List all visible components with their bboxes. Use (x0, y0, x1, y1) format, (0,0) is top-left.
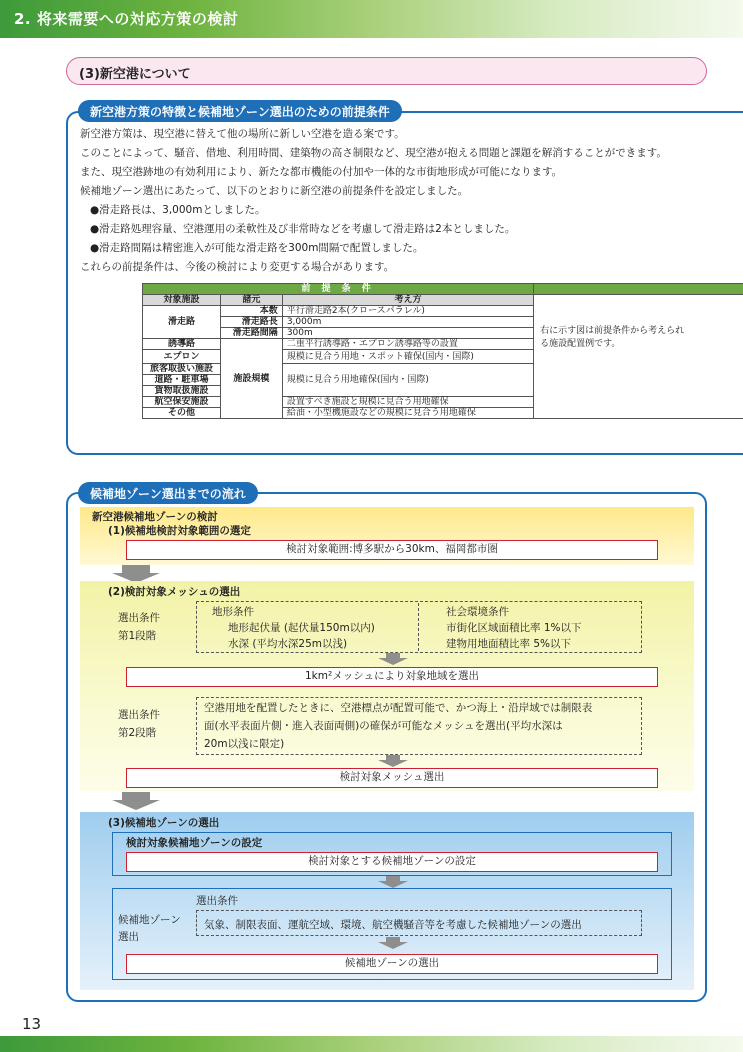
premise-bullet-2: ●滑走路処理容量、空港運用の柔軟性及び非常時などを考慮して滑走路は2本としました。 (90, 223, 516, 235)
selection-label-1: 候補地ゾーン (118, 914, 181, 926)
stage2-title: (2)検討対象メッシュの選出 (108, 586, 241, 598)
table-note-line-2: る施設配置例です。 (540, 339, 621, 349)
facility-other: その他 (143, 408, 221, 419)
spec-count: 本数 (220, 306, 282, 317)
detail-length: 3,000m (282, 317, 533, 328)
page-number: 13 (22, 1015, 42, 1033)
facility-passenger: 旅客取扱い施設 (143, 364, 221, 375)
table-title: 前 提 条 件 (143, 284, 534, 295)
criteria-text: 気象、制限表面、運航空域、環境、航空機騒音等を考慮した候補地ゾーンの選出 (204, 919, 582, 931)
facility-taxiway: 誘導路 (143, 339, 221, 350)
social-title: 社会環境条件 (446, 606, 509, 618)
table-header-approach: 考え方 (282, 295, 533, 306)
cond1-label-1: 選出条件 (118, 612, 160, 624)
stage1-box: 検討対象範囲:博多駅から30km、福岡都市圏 (126, 540, 658, 560)
facility-apron: エプロン (143, 350, 221, 364)
chapter-title: 2. 将来需要への対応方策の検討 (14, 10, 239, 28)
cond2-line-1: 空港用地を配置したときに、空港標点が配置可能で、かつ海上・沿岸域では制限表 (204, 702, 593, 714)
spec-length: 滑走路長 (220, 317, 282, 328)
premise-table (142, 283, 743, 419)
setting-title: 検討対象候補地ゾーンの設定 (126, 837, 263, 849)
premise-bullet-3: ●滑走路間隔は精密進入が可能な滑走路を300m間隔で配置しました。 (90, 242, 424, 254)
section-heading (66, 57, 707, 85)
detail-spacing: 300m (282, 328, 533, 339)
premise-paragraph-3: また、現空港跡地の有効利用により、新たな都市機能の付加や一体的な市街地形成が可能になります。 (80, 166, 563, 178)
premise-paragraph-2: このことによって、騒音、借地、利用時間、建築物の高さ制限など、現空港が抱える問題と課題を解消することができます。 (80, 147, 667, 159)
terrain-title: 地形条件 (212, 606, 254, 618)
detail-count: 平行滑走路2本(クロースパラレル) (282, 306, 533, 317)
facility-security: 航空保安施設 (143, 397, 221, 408)
facility-road-parking: 道路・駐車場 (143, 375, 221, 386)
arrow-down-icon (378, 755, 408, 767)
arrow-down-icon (378, 653, 408, 665)
flow-heading: 候補地ゾーン選出までの流れ (78, 482, 258, 504)
selection-label-2: 選出 (118, 931, 139, 943)
premise-closing: これらの前提条件は、今後の検討により変更する場合があります。 (80, 261, 395, 273)
arrow-down-icon (378, 937, 408, 949)
detail-security: 設置すべき施設と規模に見合う用地確保 (282, 397, 533, 408)
terrain-item-2: 水深 (平均水深25m以浅) (228, 638, 348, 650)
detail-group: 規模に見合う用地確保(国内・国際) (282, 364, 533, 397)
stage1-title: 新空港候補地ゾーンの検討 (92, 511, 218, 523)
cond2-line-2: 面(水平表面片側・進入表面両側)の確保が可能なメッシュを選出(平均水深は (204, 720, 563, 732)
arrow-down-icon (378, 876, 408, 888)
table-header-spec: 諸元 (220, 295, 282, 306)
cond1-divider (418, 603, 419, 651)
section-title: (3)新空港について (79, 67, 191, 82)
spec-spacing: 滑走路間隔 (220, 328, 282, 339)
social-item-2: 建物用地面積比率 5%以下 (446, 638, 571, 650)
terrain-item-1: 地形起伏量 (起伏量150m以内) (228, 622, 375, 634)
facility-cargo: 貨物取扱施設 (143, 386, 221, 397)
criteria-title: 選出条件 (196, 895, 238, 907)
premise-paragraph-1: 新空港方策は、現空港に替えて他の場所に新しい空港を造る案です。 (80, 128, 405, 140)
stage1-subtitle: (1)候補地検討対象範囲の選定 (108, 525, 251, 537)
final-box: 候補地ゾーンの選出 (126, 954, 658, 974)
cond2-label-1: 選出条件 (118, 709, 160, 721)
cond1-label-2: 第1段階 (118, 630, 157, 642)
table-title-spacer (534, 284, 743, 295)
premise-bullet-1: ●滑走路長は、3,000mとしました。 (90, 204, 266, 216)
premise-heading: 新空港方策の特徴と候補地ゾーン選出のための前提条件 (78, 100, 402, 122)
facility-runway: 滑走路 (143, 306, 221, 339)
social-item-1: 市街化区域面積比率 1%以下 (446, 622, 582, 634)
table-note-line-1: 右に示す図は前提条件から考えられ (540, 326, 685, 336)
detail-other: 給油・小型機施設などの規模に見合う用地確保 (282, 408, 533, 419)
stage2-box-2: 検討対象メッシュ選出 (126, 768, 658, 788)
setting-red-box: 検討対象とする候補地ゾーンの設定 (126, 852, 658, 872)
table-header-facility: 対象施設 (143, 295, 221, 306)
stage3-title: (3)候補地ゾーンの選出 (108, 817, 220, 829)
cond2-line-3: 20m以浅に限定) (204, 738, 285, 750)
detail-apron: 規模に見合う用地・スポット確保(国内・国際) (282, 350, 533, 364)
cond2-label-2: 第2段階 (118, 727, 157, 739)
detail-taxiway: 二重平行誘導路・エプロン誘導路等の設置 (282, 339, 533, 350)
arrow-down-icon (112, 792, 160, 810)
footer-band (0, 1036, 743, 1052)
stage2-box-1: 1km²メッシュにより対象地域を選出 (126, 667, 658, 687)
table-note (534, 295, 743, 419)
premise-paragraph-4: 候補地ゾーン選出にあたって、以下のとおりに新空港の前提条件を設定しました。 (80, 185, 469, 197)
header-band (0, 0, 743, 38)
spec-facility-scale: 施設規模 (220, 339, 282, 419)
